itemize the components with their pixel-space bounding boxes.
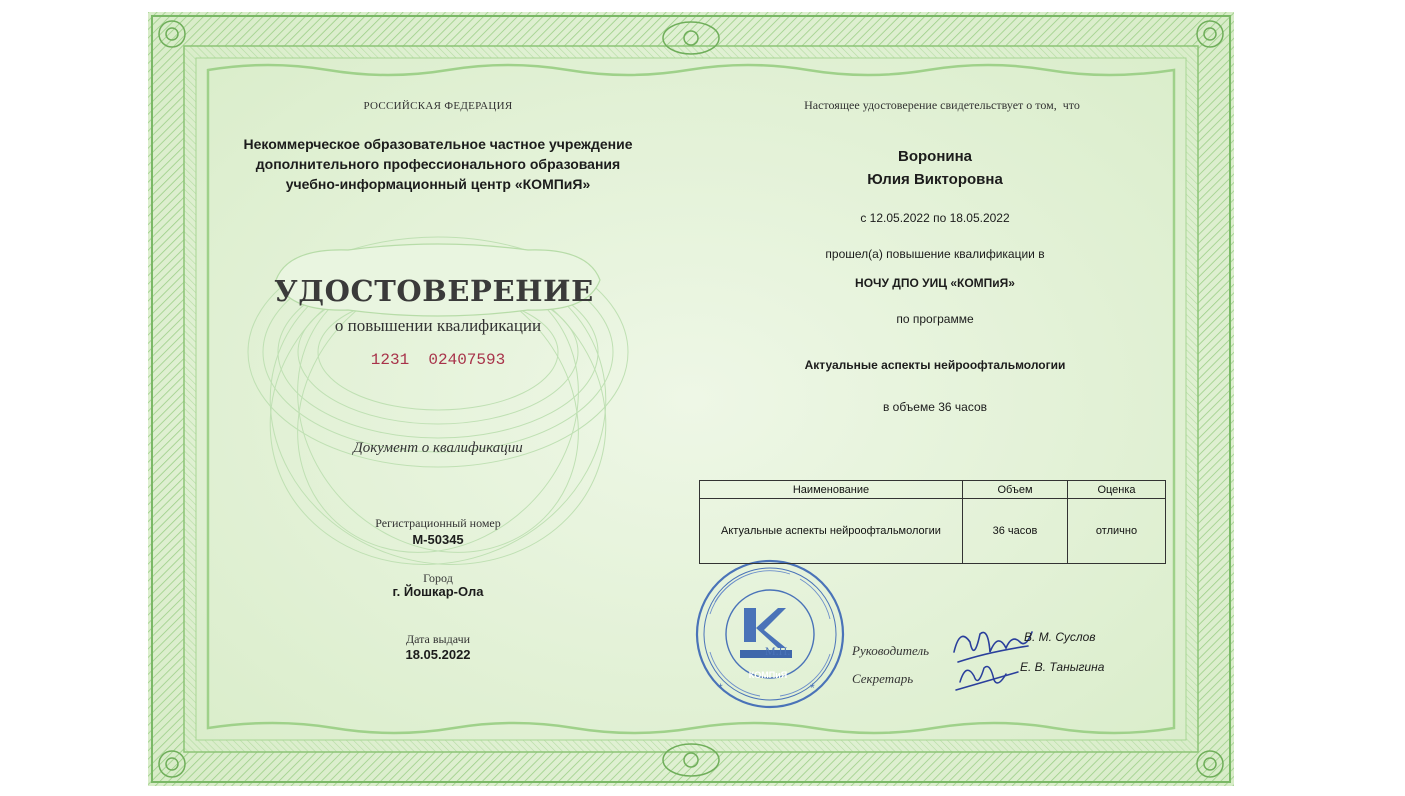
head-label: Руководитель xyxy=(852,643,930,658)
column-header-grade: Оценка xyxy=(1068,481,1166,499)
passed-text: прошел(а) повышение квалификации в xyxy=(825,247,1045,261)
cell-course-volume: 36 часов xyxy=(963,499,1068,564)
city-label: Город xyxy=(423,571,453,585)
column-header-volume: Объем xyxy=(963,481,1068,499)
reg-number-label: Регистрационный номер xyxy=(375,516,501,530)
training-period: с 12.05.2022 по 18.05.2022 xyxy=(860,211,1010,225)
by-program-text: по программе xyxy=(896,312,974,326)
cell-course-name: Актуальные аспекты нейроофтальмологии xyxy=(700,499,963,564)
svg-text:*: * xyxy=(810,681,815,695)
table-header-row xyxy=(700,481,1166,499)
organization-name xyxy=(243,134,632,194)
reg-number-value: М-50345 xyxy=(412,532,464,547)
column-header-name: Наименование xyxy=(700,481,963,499)
intro-text: Настоящее удостоверение свидетельствует о том, что xyxy=(804,98,1080,112)
recipient-surname: Воронина xyxy=(897,148,973,165)
certificate xyxy=(148,12,1234,786)
org-line-3: учебно-информационный центр «КОМПиЯ» xyxy=(285,176,591,192)
secretary-label: Секретарь xyxy=(852,671,914,686)
program-volume: в объеме 36 часов xyxy=(882,400,988,414)
head-name: В. М. Суслов xyxy=(1024,630,1096,644)
city-value: г. Йошкар-Ола xyxy=(392,584,484,599)
stamp-mp: М.П. xyxy=(765,644,791,658)
serial-number: 1231 02407593 xyxy=(370,351,506,369)
org-line-1: Некоммерческое образовательное частное учреждение xyxy=(243,136,633,152)
org-line-2: дополнительного профессионального образования xyxy=(255,156,621,172)
issue-date-label: Дата выдачи xyxy=(405,632,471,646)
organization-short: НОЧУ ДПО УИЦ «КОМПиЯ» xyxy=(855,276,1015,290)
issue-date-value: 18.05.2022 xyxy=(405,647,471,662)
table-row xyxy=(700,499,1166,564)
document-title: УДОСТОВЕРЕНИЕ xyxy=(274,274,594,308)
program-name: Актуальные аспекты нейроофтальмологии xyxy=(804,358,1066,372)
courses-table xyxy=(699,480,1166,564)
secretary-name: Е. В. Таныгина xyxy=(1020,660,1105,674)
svg-text:*: * xyxy=(718,681,723,695)
country-label: РОССИЙСКАЯ ФЕДЕРАЦИЯ xyxy=(363,100,513,112)
document-type: Документ о квалификации xyxy=(353,440,523,456)
stamp-logo: КОМПиЯ xyxy=(748,670,788,680)
document-subtitle: о повышении квалификации xyxy=(334,316,542,335)
cell-course-grade: отлично xyxy=(1068,499,1166,564)
recipient-given-names: Юлия Викторовна xyxy=(867,171,1003,188)
